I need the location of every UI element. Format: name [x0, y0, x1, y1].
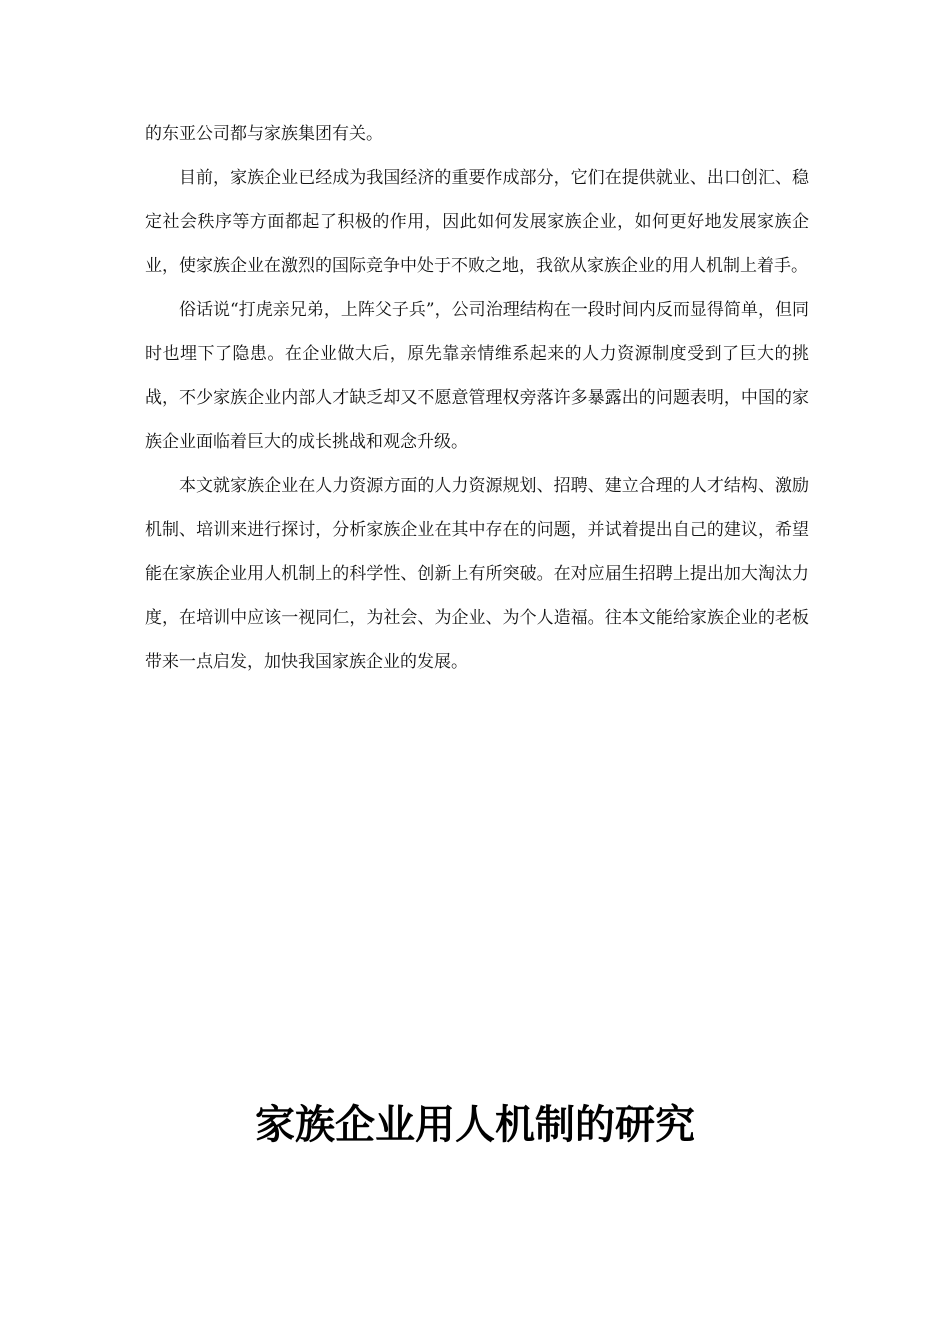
paragraph-governance-challenges: 俗话说“打虎亲兄弟，上阵父子兵”，公司治理结构在一段时间内反而显得简单，但同时也埋下了隐患。在企业做大后，原先靠亲情维系起来的人力资源制度受到了巨大的挑战，不少家族企业内部人才缺乏却又不愿意管理权旁落许多暴露出的问题表明，中国的家族企业面临着巨大的成长挑战和观念升级。: [145, 300, 809, 452]
body-text: [145, 112, 809, 684]
paragraph-study-scope: 本文就家族企业在人力资源方面的人力资源规划、招聘、建立合理的人才结构、激励机制、培训来进行探讨，分析家族企业在其中存在的问题，并试着提出自己的建议，希望能在家族企业用人机制上的科学性、创新上有所突破。在对应届生招聘上提出加大淘汰力度，在培训中应该一视同仁，为社会、为企业、为个人造福。往本文能给家族企业的老板带来一点启发，加快我国家族企业的发展。: [145, 476, 809, 672]
document-title: 家族企业用人机制的研究: [255, 1102, 695, 1148]
paragraph-continuation: 的东亚公司都与家族集团有关。: [145, 124, 383, 144]
paragraph-family-business-importance: 目前，家族企业已经成为我国经济的重要作成部分，它们在提供就业、出口创汇、稳定社会秩序等方面都起了积极的作用，因此如何发展家族企业，如何更好地发展家族企业，使家族企业在激烈的国际竞争中处于不败之地，我欲从家族企业的用人机制上着手。: [145, 168, 809, 276]
